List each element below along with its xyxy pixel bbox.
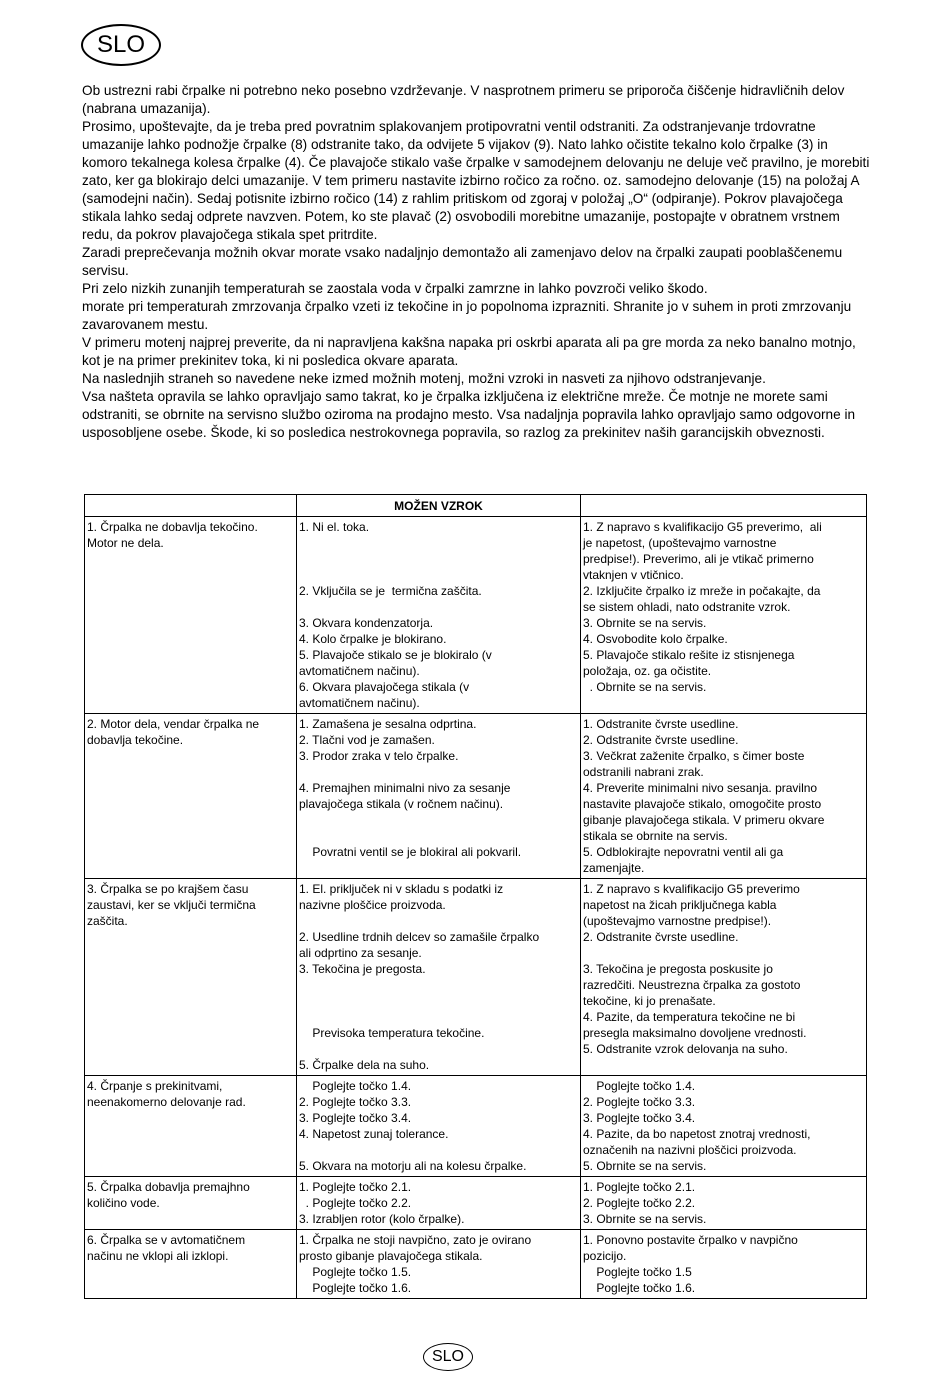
- cell-line: 3. Poglejte točko 3.4.: [299, 1111, 412, 1125]
- cell-line: 3. Tekočina je pregosta.: [299, 962, 426, 976]
- cell-line: zaustavi, ker se vključi termična: [87, 898, 256, 912]
- cell-line: 2. Motor dela, vendar črpalka ne: [87, 717, 260, 731]
- cell-line: 1. El. priključek ni v skladu s podatki iz: [299, 882, 504, 896]
- cell-line: [299, 828, 578, 844]
- cell-line: 6. Črpalka se v avtomatičnem: [87, 1233, 246, 1247]
- cell-line: označenih na nazivni ploščici proizvoda.: [583, 1143, 797, 1157]
- cell-line: Poglejte točko 1.5.: [299, 1265, 412, 1279]
- cell-line: 5. Črpalke dela na suho.: [299, 1058, 430, 1072]
- intro-paragraph: Prosimo, upoštevajte, da je treba pred povratnim splakovanjem protipovratni ventil odstraniti. Za odstranjevanje trdovratne umazanije lahko podnožje črpalke (8) odstranite tako, da odvijete 5 vijakov (9). Nato lahko očistite tekalno kolo črpalke (3) in komoro tekalnega kolesa črpalke (4). Če plavajoče stikalo vaše črpalke v samodejnem delovanju ne deluje več pravilno, je morebiti zato, ker ga blokirajo delci umazanije. V tem primeru nastavite izbirno ročico za ročno. oz. samodejno delovanje (15) na položaj A (samodejni način). Sedaj potisnite izbirno ročico (14) z rahlim pritiskom od zgoraj v položaj „O“ (odpiranje). Pokrov plavajočega stikala lahko sedaj odprete navzven. Potem, ko ste plavač (2) osvobodili morebitne umazanije, postopajte v obratnem vrstnem redu, da pokrov plavajočega stikala spet pritrdite.: [82, 119, 870, 242]
- cell-line: 4. Kolo črpalke je blokirano.: [299, 632, 447, 646]
- cell-line: odstranili nabrani zrak.: [583, 765, 704, 779]
- cell-line: 5. Obrnite se na servis.: [583, 1159, 707, 1173]
- cell-line: načinu ne vklopi ali izklopi.: [87, 1249, 229, 1263]
- cell-line: 5. Plavajoče stikalo se je blokiralo (v: [299, 648, 492, 662]
- cell-line: pozicijo.: [583, 1249, 627, 1263]
- cell-line: se sistem ohladi, nato odstranite vzrok.: [583, 600, 791, 614]
- cell-line: neenakomerno delovanje rad.: [87, 1095, 246, 1109]
- cell-line: 1. Črpalka ne dobavlja tekočino.: [87, 520, 258, 534]
- cell-line: [299, 993, 578, 1009]
- cell-line: 2. Poglejte točko 3.3.: [299, 1095, 412, 1109]
- cell-line: zaščita.: [87, 914, 128, 928]
- cell-line: 3. Prodor zraka v telo črpalke.: [299, 749, 459, 763]
- intro-paragraph: Zaradi preprečevanja možnih okvar morate vsako nadaljnjo demontažo ali zamenjavo delov na črpalki zaupati pooblaščenemu servisu.: [82, 245, 843, 278]
- cell-line: 4. Preverite minimalni nivo sesanja. pravilno: [583, 781, 818, 795]
- cell-line: Poglejte točko 1.6.: [299, 1281, 412, 1295]
- header-remedy: [581, 495, 867, 517]
- intro-paragraph: V primeru motenj najprej preverite, da ni napravljena kakšna napaka pri oskrbi aparata ali pa gre morda za neko banalno motnjo, kot je na primer prekinitev toka, ki ni posledica okvare aparata.: [82, 335, 856, 368]
- cell-line: Povratni ventil se je blokiral ali pokvaril.: [299, 845, 522, 859]
- cell-line: 1. Poglejte točko 2.1.: [583, 1180, 696, 1194]
- remedy-cell: [581, 1076, 867, 1177]
- cell-line: [299, 1142, 578, 1158]
- cell-line: zamenjajte.: [583, 861, 645, 875]
- intro-paragraph: Vsa našteta opravila se lahko opravljajo samo takrat, ko je črpalka izključena iz električne mreže. Če motnje ne morete sami odstraniti, se obrnite na servisno službo oziroma na prodajno mesto. Vsa nadaljnja popravila lahko opravljajo samo odgovorne in usposobljene osebe. Škode, ki so posledica nestrokovnega popravila, so razlog za prekinitev naših garancijskih obveznosti.: [82, 389, 856, 440]
- cell-line: (upoštevajmo varnostne predpise!).: [583, 914, 772, 928]
- fault-cell: [85, 879, 297, 1076]
- cell-line: 1. Ponovno postavite črpalko v navpično: [583, 1233, 798, 1247]
- cell-line: 3. Poglejte točko 3.4.: [583, 1111, 696, 1125]
- cell-line: 5. Okvara na motorju ali na kolesu črpalke.: [299, 1159, 527, 1173]
- language-badge-top: SLO: [81, 24, 161, 66]
- intro-paragraph: morate pri temperaturah zmrzovanja črpalko vzeti iz tekočine in jo popolnoma izprazniti. Shranite jo v suhem in proti zmrzovanju zavarovanem mestu.: [82, 299, 852, 332]
- cell-line: nazivne ploščice proizvoda.: [299, 898, 446, 912]
- cell-line: 2. Odstranite čvrste usedline.: [583, 733, 739, 747]
- fault-cell: [85, 1076, 297, 1177]
- fault-cell: [85, 714, 297, 879]
- table-header-row: [85, 495, 867, 517]
- language-badge-bottom: SLO: [423, 1343, 473, 1371]
- cell-line: tekočine, ki jo prenašate.: [583, 994, 716, 1008]
- cell-line: Poglejte točko 1.6.: [583, 1281, 696, 1295]
- remedy-cell: [581, 879, 867, 1076]
- cell-line: vtaknjen v vtičnico.: [583, 568, 684, 582]
- cell-line: prosto gibanje plavajočega stikala.: [299, 1249, 483, 1263]
- cell-line: razredčiti. Neustrezna črpalka za gostoto: [583, 978, 801, 992]
- cell-line: 3. Obrnite se na servis.: [583, 616, 707, 630]
- cell-line: 4. Premajhen minimalni nivo za sesanje: [299, 781, 511, 795]
- cell-line: [583, 945, 864, 961]
- cell-line: 2. Izključite črpalko iz mreže in počakajte, da: [583, 584, 821, 598]
- table-row: [85, 517, 867, 714]
- cell-line: ali odprtino za sesanje.: [299, 946, 422, 960]
- cell-line: 5. Črpalka dobavlja premajhno: [87, 1180, 250, 1194]
- cell-line: [299, 567, 578, 583]
- cell-line: [299, 764, 578, 780]
- cause-cell: [297, 1177, 581, 1230]
- cell-line: 1. Z napravo s kvalifikacijo G5 preverimo, ali: [583, 520, 822, 534]
- cell-line: 2. Tlačni vod je zamašen.: [299, 733, 435, 747]
- fault-cell: [85, 517, 297, 714]
- remedy-cell: [581, 714, 867, 879]
- cell-line: 4. Osvobodite kolo črpalke.: [583, 632, 728, 646]
- fault-cell: [85, 1177, 297, 1230]
- cell-line: 3. Črpalka se po krajšem času: [87, 882, 249, 896]
- troubleshooting-table: [84, 494, 867, 1299]
- cell-line: 3. Tekočina je pregosta poskusite jo: [583, 962, 773, 976]
- cell-line: Poglejte točko 1.4.: [299, 1079, 412, 1093]
- cell-line: 5. Odstranite vzrok delovanja na suho.: [583, 1042, 788, 1056]
- cell-line: 1. Odstranite čvrste usedline.: [583, 717, 739, 731]
- cell-line: Previsoka temperatura tekočine.: [299, 1026, 485, 1040]
- table-row: [85, 1076, 867, 1177]
- cell-line: avtomatičnem načinu).: [299, 664, 420, 678]
- cell-line: 4. Pazite, da temperatura tekočine ne bi: [583, 1010, 796, 1024]
- cell-line: gibanje plavajočega stikala. V primeru okvare: [583, 813, 825, 827]
- cell-line: 1. Črpalka ne stoji navpično, zato je ovirano: [299, 1233, 532, 1247]
- table-row: [85, 1230, 867, 1299]
- cell-line: količino vode.: [87, 1196, 160, 1210]
- cell-line: 1. Ni el. toka.: [299, 520, 370, 534]
- cell-line: položaja, oz. ga očistite.: [583, 664, 712, 678]
- cell-line: nastavite plavajoče stikalo, omogočite prosto: [583, 797, 822, 811]
- cell-line: 4. Napetost zunaj tolerance.: [299, 1127, 449, 1141]
- cell-line: 2. Vključila se je termična zaščita.: [299, 584, 482, 598]
- cause-cell: [297, 879, 581, 1076]
- cell-line: presegla maksimalno dovoljene vrednosti.: [583, 1026, 807, 1040]
- cell-line: 1. Zamašena je sesalna odprtina.: [299, 717, 477, 731]
- cell-line: 5. Odblokirajte nepovratni ventil ali ga: [583, 845, 784, 859]
- cell-line: 1. Poglejte točko 2.1.: [299, 1180, 412, 1194]
- cell-line: Poglejte točko 1.5: [583, 1265, 692, 1279]
- cell-line: Motor ne dela.: [87, 536, 164, 550]
- cell-line: 3. Večkrat zaženite črpalko, s čimer boste: [583, 749, 805, 763]
- cell-line: predpise!). Preverimo, ali je vtikač primerno: [583, 552, 814, 566]
- cell-line: 2. Odstranite čvrste usedline.: [583, 930, 739, 944]
- cell-line: 2. Usedline trdnih delcev so zamašile črpalko: [299, 930, 540, 944]
- cell-line: dobavlja tekočine.: [87, 733, 184, 747]
- cell-line: Poglejte točko 1.4.: [583, 1079, 696, 1093]
- cell-line: 4. Pazite, da bo napetost znotraj vrednosti,: [583, 1127, 811, 1141]
- cell-line: [299, 599, 578, 615]
- cell-line: [299, 812, 578, 828]
- cause-cell: [297, 1230, 581, 1299]
- cell-line: . Poglejte točko 2.2.: [299, 1196, 412, 1210]
- table-row: [85, 879, 867, 1076]
- cell-line: 3. Obrnite se na servis.: [583, 1212, 707, 1226]
- cause-cell: [297, 714, 581, 879]
- cell-line: plavajočega stikala (v ročnem načinu).: [299, 797, 504, 811]
- cell-line: [299, 1041, 578, 1057]
- cell-line: [299, 913, 578, 929]
- cell-line: [299, 1009, 578, 1025]
- intro-paragraph: Na naslednjih straneh so navedene neke izmed možnih motenj, možni vzroki in nasveti za njihovo odstranjevanje.: [82, 371, 766, 386]
- cell-line: 1. Z napravo s kvalifikacijo G5 preverimo: [583, 882, 800, 896]
- intro-paragraph: Pri zelo nizkih zunanjih temperaturah se zaostala voda v črpalki zamrzne in lahko povzroči veliko škodo.: [82, 281, 708, 296]
- cell-line: je napetost, (upoštevajmo varnostne: [583, 536, 777, 550]
- remedy-cell: [581, 517, 867, 714]
- cell-line: napetost na žicah priključnega kabla: [583, 898, 777, 912]
- cell-line: . Obrnite se na servis.: [583, 680, 707, 694]
- remedy-cell: [581, 1230, 867, 1299]
- cause-cell: [297, 1076, 581, 1177]
- header-possible-cause: MOŽEN VZROK: [297, 495, 581, 517]
- remedy-cell: [581, 1177, 867, 1230]
- cell-line: 2. Poglejte točko 3.3.: [583, 1095, 696, 1109]
- intro-paragraph: Ob ustrezni rabi črpalke ni potrebno neko posebno vzdrževanje. V nasprotnem primeru se priporoča čiščenje hidravličnih delov (nabrana umazanija).: [82, 83, 845, 116]
- cell-line: avtomatičnem načinu).: [299, 696, 420, 710]
- cell-line: 5. Plavajoče stikalo rešite iz stisnjenega: [583, 648, 795, 662]
- table-row: [85, 714, 867, 879]
- intro-text: [82, 82, 872, 442]
- cell-line: 3. Okvara kondenzatorja.: [299, 616, 434, 630]
- cell-line: stikala se obrnite na servis.: [583, 829, 728, 843]
- cell-line: [299, 535, 578, 551]
- cell-line: [299, 551, 578, 567]
- cell-line: 2. Poglejte točko 2.2.: [583, 1196, 696, 1210]
- cause-cell: [297, 517, 581, 714]
- cell-line: [299, 977, 578, 993]
- cell-line: 3. Izrabljen rotor (kolo črpalke).: [299, 1212, 465, 1226]
- header-fault: [85, 495, 297, 517]
- table-row: [85, 1177, 867, 1230]
- fault-cell: [85, 1230, 297, 1299]
- cell-line: 4. Črpanje s prekinitvami,: [87, 1079, 223, 1093]
- cell-line: 6. Okvara plavajočega stikala (v: [299, 680, 470, 694]
